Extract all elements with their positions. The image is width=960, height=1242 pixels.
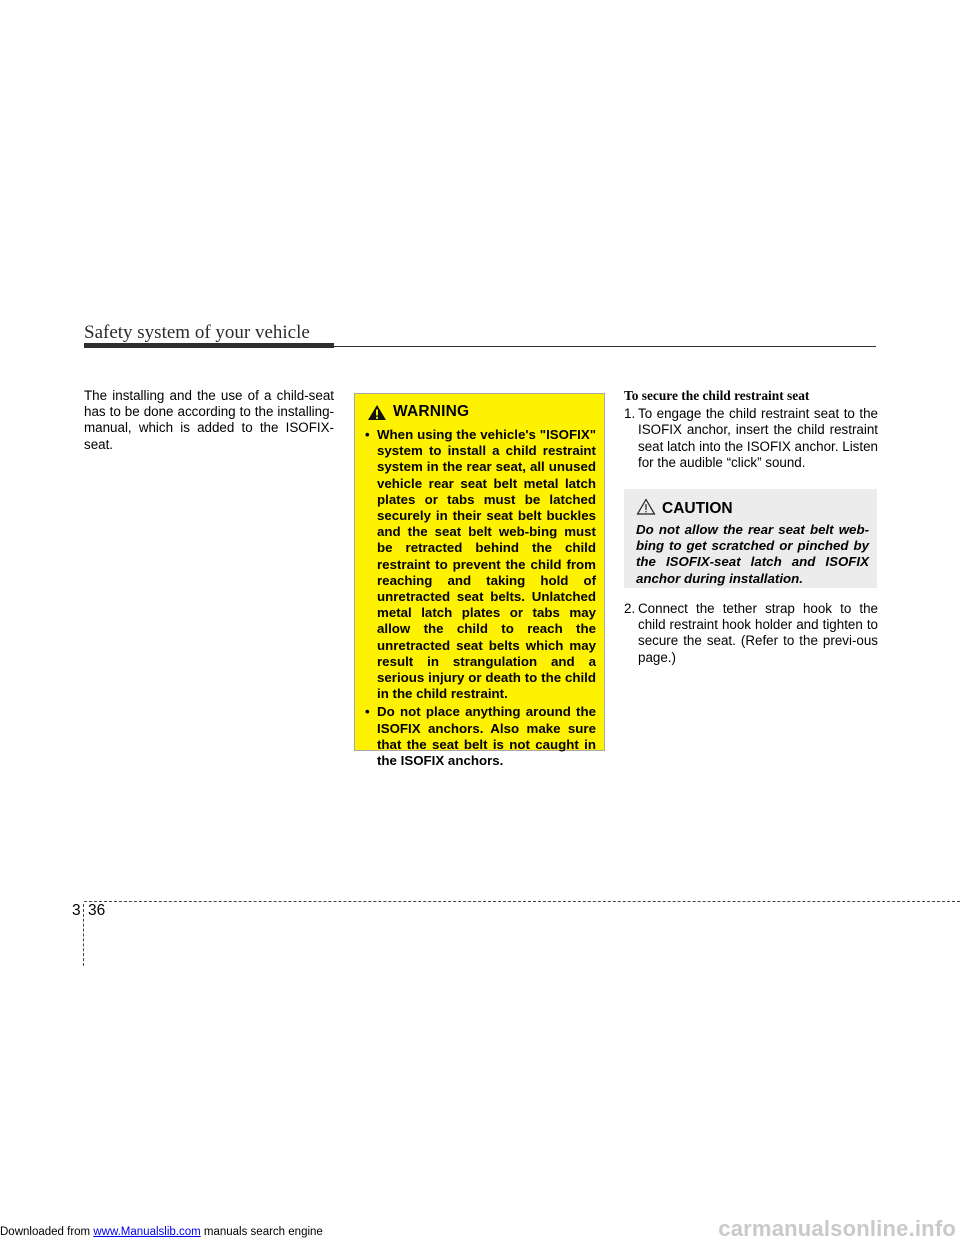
page-index: 36 [88, 902, 106, 919]
chapter-number: 3 [72, 902, 81, 919]
caution-text: Do not allow the rear seat belt web-bing to get scratched or pinched by the ISOFIX-seat latch and ISOFIX anchor during installation. [636, 522, 869, 586]
step-text: To engage the child restraint seat to the ISOFIX anchor, insert the child restraint seat latch into the ISOFIX anchor. Listen for the audible “click” sound. [638, 406, 878, 470]
footer-prefix: Downloaded from [0, 1226, 94, 1238]
warning-header [367, 402, 469, 422]
download-footer [0, 1226, 323, 1238]
header-rule-thin [84, 346, 876, 347]
page-divider-vertical [83, 904, 84, 966]
warning-list [365, 427, 596, 771]
caution-title: CAUTION [662, 499, 733, 517]
caution-triangle-icon [636, 498, 656, 519]
step-text: Connect the tether strap hook to the child restraint hook holder and tighten to secure the seat. (Refer to the previ-ous page.) [638, 601, 878, 665]
caution-box [624, 489, 877, 588]
intro-paragraph: The installing and the use of a child-seat has to be done according to the installing-manual, which is added to the ISOFIX-seat. [84, 388, 334, 452]
watermark-text: carmanualsonline.info [718, 1216, 956, 1241]
step-1 [624, 406, 878, 471]
warning-title: WARNING [393, 402, 470, 420]
secure-section [624, 388, 878, 666]
footer-suffix: manuals search engine [200, 1226, 323, 1238]
secure-heading: To secure the child restraint seat [624, 388, 810, 403]
manualslib-link[interactable]: www.Manualslib.com [93, 1226, 201, 1238]
step-number: 1. [624, 406, 636, 422]
warning-item: • Do not place anything around the ISOFIX anchors. Also make sure that the seat belt is not caught in the ISOFIX anchors. [365, 704, 596, 769]
section-title: Safety system of your vehicle [84, 322, 310, 343]
caution-header [636, 498, 733, 519]
page-divider-horizontal [84, 901, 960, 902]
warning-triangle-icon [367, 404, 387, 421]
warning-box [354, 393, 605, 769]
warning-item: • When using the vehicle's "ISOFIX" system to install a child restraint system in the rear seat, all unused vehicle rear seat belt metal latch plates or tabs must be latched securely in their seat belt buckles and the seat belt web-bing must be retracted behind the child restraint to prevent the child from reaching and taking hold of unretracted seat belts. Unlatched metal latch plates or tabs may allow the child to reach the unretracted seat belts which may result in strangulation and a serious injury or death to the child in the child restraint. [365, 427, 596, 702]
step-number: 2. [624, 601, 636, 617]
step-2 [624, 601, 878, 666]
